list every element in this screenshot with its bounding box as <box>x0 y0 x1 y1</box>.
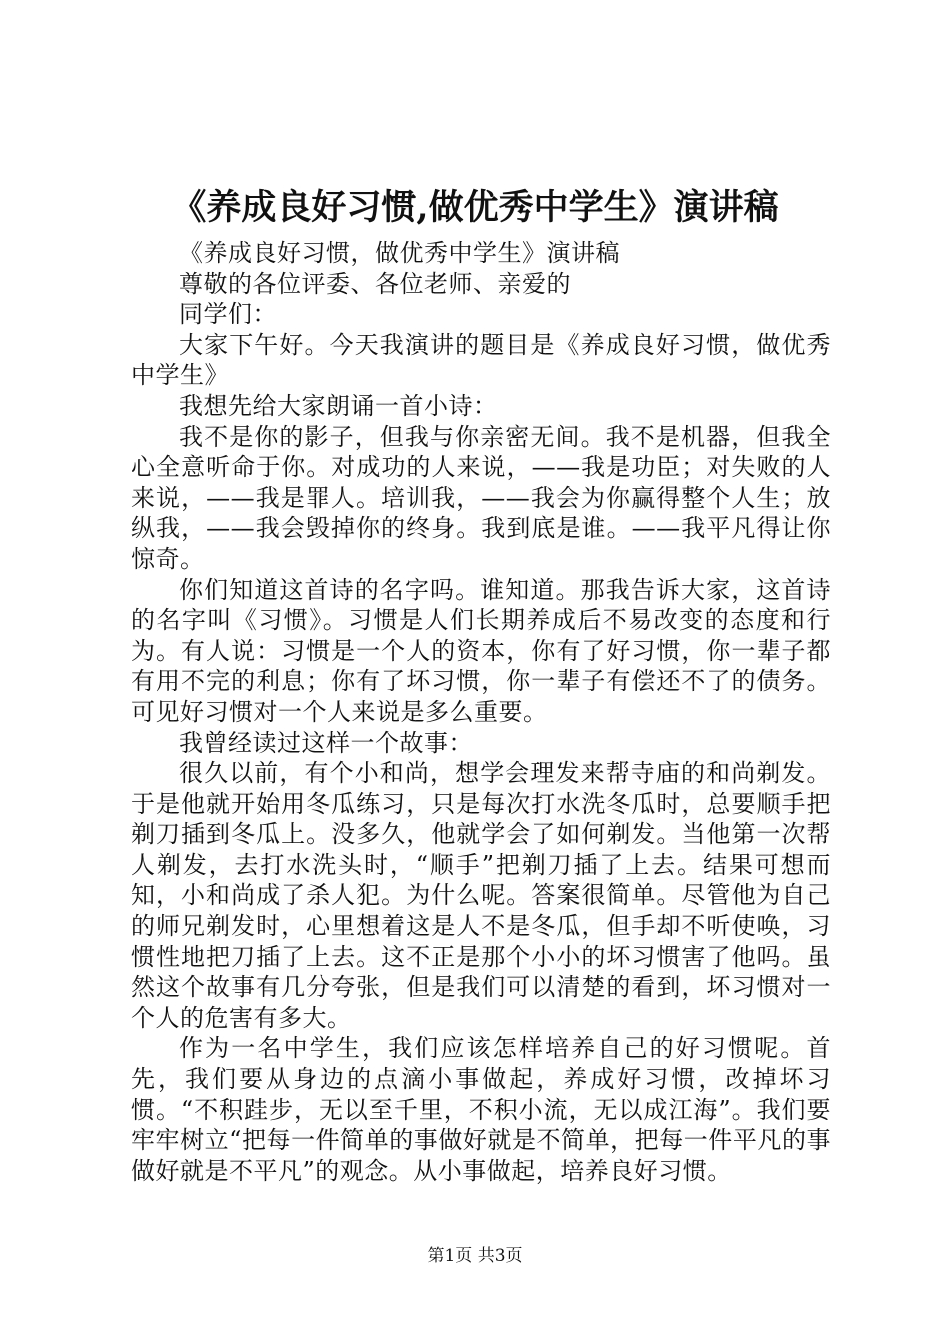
paragraph-habit-definition: 你们知道这首诗的名字吗。谁知道。那我告诉大家，这首诗的名字叫《习惯》。习惯是人们长期养成后不易改变的态度和行为。有人说：习惯是一个人的资本，你有了好习惯，你一辈子都有用不完的利息；你有了坏习惯，你一辈子有偿还不了的债务。可见好习惯对一个人来说是多么重要。 <box>131 575 831 726</box>
paragraph-story-intro: 我曾经读过这样一个故事： <box>179 728 473 757</box>
document-title: 《养成良好习惯,做优秀中学生》演讲稿 <box>171 187 779 228</box>
paragraph-poem-intro: 我想先给大家朗诵一首小诗： <box>179 391 498 420</box>
paragraph-poem: 我不是你的影子，但我与你亲密无间。我不是机器，但我全心全意听命于你。对成功的人来说，——我是功臣；对失败的人来说，——我是罪人。培训我，——我会为你赢得整个人生；放纵我，——我会毁掉你的终身。我到底是谁。——我平凡得让你惊奇。 <box>131 422 831 573</box>
paragraph-salutation-cont: 同学们： <box>179 300 277 329</box>
paragraph-conclusion: 作为一名中学生，我们应该怎样培养自己的好习惯呢。首先，我们要从身边的点滴小事做起，养成好习惯，改掉坏习惯。“不积跬步，无以至千里，不积小流，无以成江海”。我们要牢牢树立“把每一件简单的事做好就是不简单，把每一件平凡的事做好就是不平凡”的观念。从小事做起，培养良好习惯。 <box>131 1034 831 1185</box>
paragraph-story: 很久以前，有个小和尚，想学会理发来帮寺庙的和尚剃发。于是他就开始用冬瓜练习，只是每次打水洗冬瓜时，总要顺手把剃刀插到冬瓜上。没多久，他就学会了如何剃发。当他第一次帮人剃发，去打水洗头时，“顺手”把剃刀插了上去。结果可想而知，小和尚成了杀人犯。为什么呢。答案很简单。尽管他为自己的师兄剃发时，心里想着这是人不是冬瓜，但手却不听使唤，习惯性地把刀插了上去。这不正是那个小小的坏习惯害了他吗。虽然这个故事有几分夸张，但是我们可以清楚的看到，坏习惯对一个人的危害有多大。 <box>131 759 831 1032</box>
paragraph-subtitle: 《养成良好习惯，做优秀中学生》演讲稿 <box>179 239 620 267</box>
document-body <box>131 238 831 1186</box>
paragraph-greeting: 大家下午好。今天我演讲的题目是《养成良好习惯，做优秀中学生》 <box>131 330 831 390</box>
page-footer: 第1页 共3页 <box>427 1246 523 1266</box>
paragraph-salutation: 尊敬的各位评委、各位老师、亲爱的 <box>179 269 571 298</box>
